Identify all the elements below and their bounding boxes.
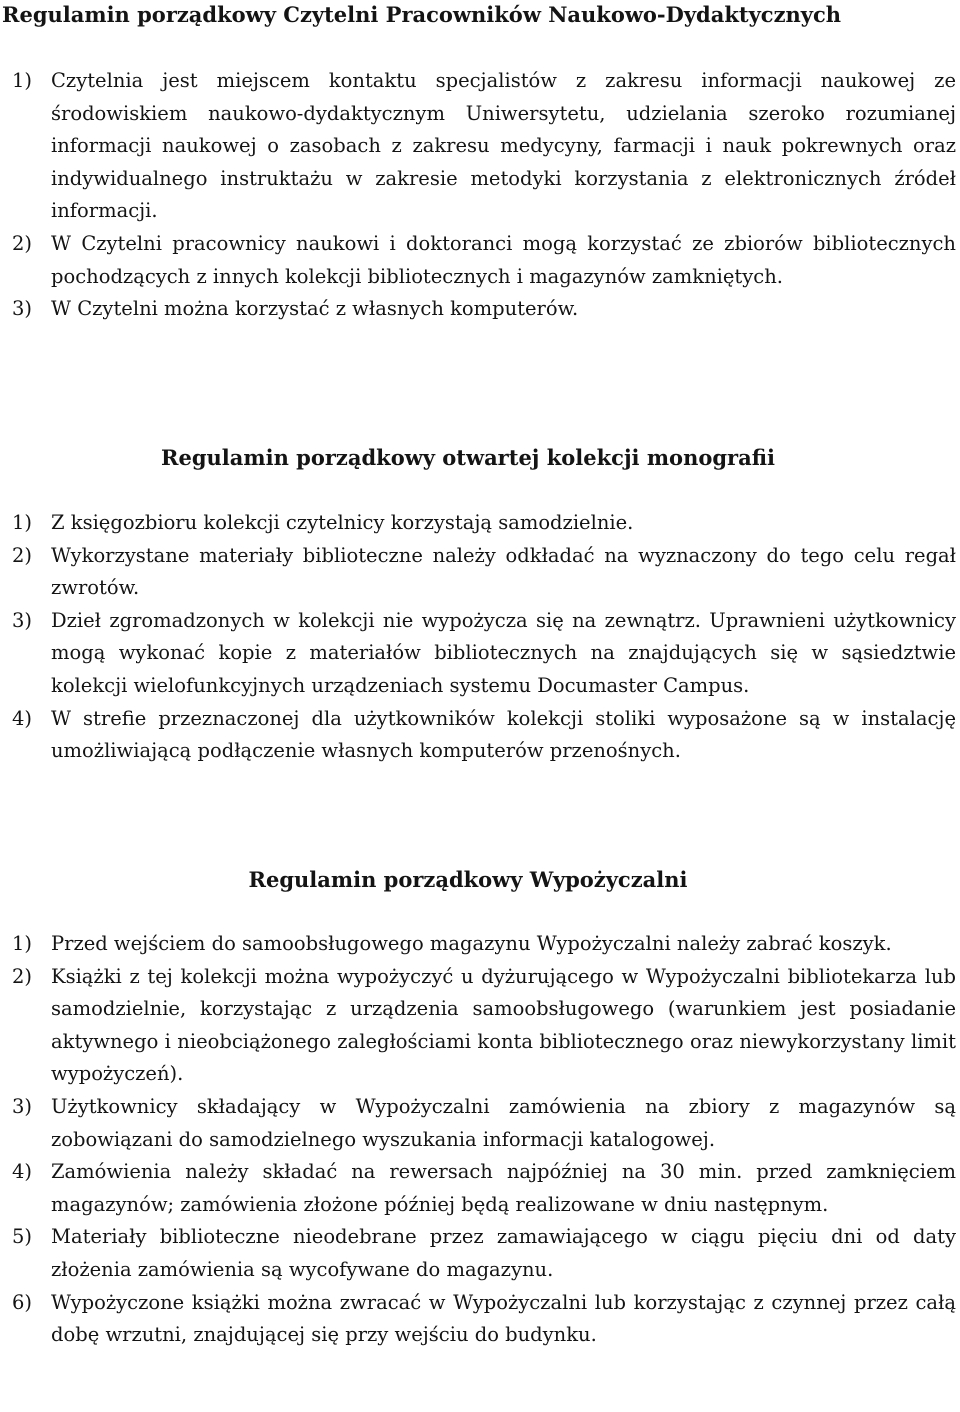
item-number: 4) <box>12 706 33 730</box>
list-item <box>12 293 956 326</box>
item-number: 2) <box>12 964 33 988</box>
monograph-collection-rules-list <box>12 507 956 768</box>
item-text: Przed wejściem do samoobsługowego magazynu Wypożyczalni należy zabrać koszyk. <box>51 932 892 955</box>
section-title-lending-desk: Regulamin porządkowy Wypożyczalni <box>248 867 688 892</box>
item-text: Czytelnia jest miejscem kontaktu specjalistów z zakresu informacji naukowej ze środowiskiem naukowo-dydaktycznym Uniwersytetu, udzielania szeroko rozumianej informacji naukowej o zasobach z zakresu medycyny, farmacji i nauk pokrewnych oraz indywidualnego instruktażu w zakresie metodyki korzystania z elektronicznych źródeł informacji. <box>51 69 956 223</box>
item-text: Książki z tej kolekcji można wypożyczyć u dyżurującego w Wypożyczalni bibliotekarza lub samodzielnie, korzystając z urządzenia samoobsługowego (warunkiem jest posiadanie aktywnego i nieobciążonego zaległościami konta bibliotecznego oraz niewykorzystany limit wypożyczeń). <box>51 964 956 1086</box>
item-number: 6) <box>12 1290 33 1314</box>
list-item <box>12 605 956 703</box>
item-text: Z księgozbioru kolekcji czytelnicy korzystają samodzielnie. <box>51 511 634 534</box>
item-text: W Czytelni pracownicy naukowi i doktoranci mogą korzystać ze zbiorów bibliotecznych pochodzących z innych kolekcji bibliotecznych i magazynów zamkniętych. <box>51 231 956 288</box>
item-number: 1) <box>12 932 33 955</box>
item-number: 2) <box>12 543 33 567</box>
item-text: W strefie przeznaczonej dla użytkowników kolekcji stoliki wyposażone są w instalację umożliwiającą podłączenie własnych komputerów przenośnych. <box>51 706 956 763</box>
list-item <box>12 1156 956 1221</box>
item-text: Zamówienia należy składać na rewersach najpóźniej na 30 min. przed zamknięciem magazynów; zamówienia złożone później będą realizowane w dniu następnym. <box>51 1160 956 1216</box>
item-number: 3) <box>12 297 33 321</box>
reading-room-rules-list <box>12 65 956 326</box>
item-text: Dzieł zgromadzonych w kolekcji nie wypożycza się na zewnątrz. Uprawnieni użytkownicy mogą wykonać kopie z materiałów bibliotecznych na znajdujących się w sąsiedztwie kolekcji wielofunkcyjnych urządzeniach systemu Documaster Campus. <box>51 608 956 697</box>
list-item <box>12 65 956 228</box>
list-item <box>12 1091 956 1156</box>
lending-desk-rules-list <box>12 928 956 1352</box>
item-number: 2) <box>12 231 33 255</box>
list-item <box>12 1287 956 1352</box>
list-item <box>12 703 956 768</box>
list-item <box>12 228 956 293</box>
item-number: 1) <box>12 69 33 92</box>
item-number: 3) <box>12 608 33 632</box>
item-number: 3) <box>12 1094 33 1118</box>
section-title-monograph-collection: Regulamin porządkowy otwartej kolekcji monografii <box>161 445 775 470</box>
list-item <box>12 507 956 540</box>
item-text: W Czytelni można korzystać z własnych komputerów. <box>51 297 579 321</box>
list-item <box>12 928 956 961</box>
item-number: 1) <box>12 511 33 534</box>
list-item <box>12 1221 956 1286</box>
item-text: Użytkownicy składający w Wypożyczalni zamówienia na zbiory z magazynów są zobowiązani do samodzielnego wyszukania informacji katalogowej. <box>51 1094 956 1151</box>
list-item <box>12 540 956 605</box>
item-text: Wykorzystane materiały biblioteczne należy odkładać na wyznaczony do tego celu regał zwrotów. <box>51 543 956 600</box>
item-number: 4) <box>12 1160 33 1184</box>
section-title-reading-room: Regulamin porządkowy Czytelni Pracowników Naukowo-Dydaktycznych <box>2 2 842 27</box>
list-item <box>12 961 956 1091</box>
item-text: Wypożyczone książki można zwracać w Wypożyczalni lub korzystając z czynnej przez całą dobę wrzutni, znajdującej się przy wejściu do budynku. <box>51 1290 956 1347</box>
item-number: 5) <box>12 1225 33 1249</box>
item-text: Materiały biblioteczne nieodebrane przez zamawiającego w ciągu pięciu dni od daty złożenia zamówienia są wycofywane do magazynu. <box>51 1225 956 1281</box>
